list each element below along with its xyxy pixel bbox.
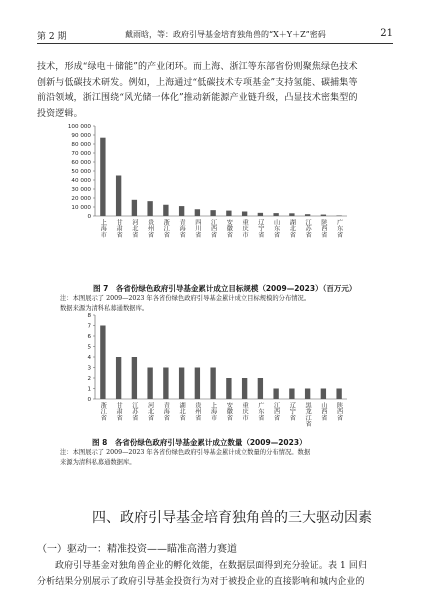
bar: [336, 389, 341, 400]
x-tick-label: 重庆市: [241, 219, 249, 238]
x-tick-label: 上海市: [99, 219, 107, 238]
x-tick-label: 河北省: [130, 219, 138, 238]
text-line: 投资逻辑。: [37, 109, 83, 120]
bar: [195, 368, 200, 400]
x-tick-label: 辽宁省: [256, 219, 264, 238]
x-tick-label: 广东省: [335, 219, 343, 238]
y-tick-label: 90 000: [71, 133, 91, 139]
x-tick-label: 陕西省: [335, 402, 343, 421]
bar: [336, 215, 341, 216]
bar: [100, 326, 105, 400]
running-header: [37, 27, 393, 44]
x-tick-label: 江苏省: [304, 219, 312, 238]
x-tick-label: 山东省: [272, 219, 280, 238]
y-tick-label: 4: [87, 355, 91, 361]
bar: [179, 206, 184, 216]
x-tick-label: 湖北省: [288, 219, 296, 238]
x-tick-label: 甘肃省: [115, 402, 123, 421]
bar: [321, 389, 326, 400]
note-line: 注：本图展示了 2009—2023 年各省份绿色政府引导基金累计成立数量的分布情况。数据: [60, 449, 311, 456]
text-line: 分析结果分别展示了政府引导基金投资行为对于被投企业的直接影响和城内企业的: [37, 576, 365, 587]
x-tick-label: 甘肃省: [115, 219, 123, 238]
x-tick-label: 贵州省: [146, 219, 154, 238]
figure-8-caption: 图 8 各省份绿色政府引导基金累计成立数量（2009—2023）: [92, 438, 307, 447]
x-tick-label: 河北省: [146, 402, 154, 421]
bar: [163, 205, 168, 216]
x-tick-label: 辽宁省: [288, 402, 296, 421]
bar: [195, 209, 200, 216]
x-tick-label: 江苏省: [130, 402, 138, 421]
x-tick-label: 湖北省: [178, 402, 186, 421]
bar: [226, 378, 231, 399]
bar: [289, 213, 294, 216]
bar-chart-fund-count: [55, 313, 347, 433]
bar-chart-fund-size: [55, 120, 347, 280]
text-line: 前沿领域，浙江围绕“风光储一体化”推动新能源产业链升级，凸显技术密集型的: [37, 93, 358, 104]
page-number: 21: [380, 28, 393, 39]
x-tick-label: 安徽省: [225, 402, 233, 421]
y-tick-label: 8: [87, 313, 91, 319]
x-tick-label: 黑龙江省: [304, 402, 312, 427]
bar: [305, 389, 310, 400]
x-tick-label: 浙江省: [162, 219, 170, 238]
bar: [147, 201, 152, 216]
x-tick-label: 重庆市: [241, 402, 249, 421]
body-paragraph-1: [37, 60, 393, 123]
note-line: 数据来源为清科私募通数据库。: [60, 305, 149, 312]
x-tick-label: 广东省: [256, 402, 264, 421]
y-tick-label: 80 000: [71, 142, 91, 148]
y-tick-label: 30 000: [71, 187, 91, 193]
bar: [132, 357, 137, 399]
x-tick-label: 安徽省: [225, 219, 233, 238]
figure-8-chart: [55, 313, 347, 433]
bar: [258, 213, 263, 216]
bar: [305, 214, 310, 216]
note-line: 注：本图展示了 2009—2023 年各省份绿色政府引导基金累计成立目标规模的分布情况。: [60, 295, 311, 302]
y-tick-label: 10 000: [71, 205, 91, 211]
issue-number: 第 2 期: [37, 32, 67, 42]
x-tick-label: 山西省: [319, 402, 327, 421]
bar: [242, 378, 247, 399]
x-tick-label: 四川省: [193, 219, 201, 238]
bar: [210, 368, 215, 400]
bar: [226, 211, 231, 216]
y-tick-label: 100 000: [67, 124, 91, 130]
y-tick-label: 70 000: [71, 151, 91, 157]
y-tick-label: 1: [87, 386, 91, 393]
bar: [116, 357, 121, 399]
figure-7-note: [60, 294, 310, 314]
running-title: 戴雨晗，等：政府引导基金培育独角兽的“X＋Y＋Z”密码: [125, 30, 326, 39]
bar: [321, 215, 326, 216]
note-line: 来源为清科私募通数据库。: [60, 459, 136, 466]
y-tick-label: 50 000: [71, 169, 91, 175]
body-paragraph-2: [37, 559, 393, 590]
bar: [116, 176, 121, 217]
section-heading: 四、政府引导基金培育独角兽的三大驱动因素: [92, 510, 372, 526]
bar: [163, 368, 168, 400]
subsection-heading: （一）驱动一：精准投资——瞄准高潜力赛道: [37, 544, 237, 555]
bar: [210, 210, 215, 216]
bar: [132, 200, 137, 216]
y-tick-label: 6: [87, 334, 91, 340]
y-tick-label: 7: [87, 323, 91, 330]
x-tick-label: 青海省: [178, 219, 186, 238]
x-tick-label: 贵州省: [193, 402, 201, 421]
text-line: 创新与低碳技术研发。例如，上海通过“低碳技术专项基金”支持氢能、碳捕集等: [37, 77, 358, 88]
x-tick-label: 上海市: [209, 402, 217, 421]
y-tick-label: 20 000: [71, 196, 91, 202]
figure-7-chart: [55, 120, 347, 280]
text-line: 政府引导基金对独角兽企业的孵化效能，在数据层面得到充分验证。表 1 回归: [55, 561, 368, 571]
x-tick-label: 江西省: [209, 219, 217, 238]
bar: [100, 138, 105, 216]
y-tick-label: 0: [87, 397, 91, 403]
bar: [273, 213, 278, 216]
x-tick-label: 浙江省: [99, 402, 107, 421]
bar: [289, 389, 294, 400]
y-tick-label: 60 000: [71, 160, 91, 166]
x-tick-label: 陕西省: [319, 219, 327, 238]
x-tick-label: 江西省: [272, 402, 280, 421]
y-tick-label: 5: [87, 344, 91, 351]
y-tick-label: 40 000: [71, 178, 91, 184]
figure-7-caption: 图 7 各省份绿色政府引导基金累计成立目标规模（2009—2023）（百万元）: [93, 284, 357, 293]
bar: [179, 368, 184, 400]
x-tick-label: 青海省: [162, 402, 170, 421]
bar: [242, 212, 247, 217]
y-tick-label: 0: [87, 214, 91, 220]
y-tick-label: 2: [87, 376, 91, 382]
y-tick-label: 3: [87, 365, 91, 372]
bar: [147, 368, 152, 400]
bar: [273, 389, 278, 400]
text-line: 技术，形成“绿电＋储能”的产业闭环。而上海、浙江等东部省份则聚焦绿色技术: [37, 62, 358, 72]
figure-8-note: [60, 448, 310, 468]
bar: [258, 378, 263, 399]
